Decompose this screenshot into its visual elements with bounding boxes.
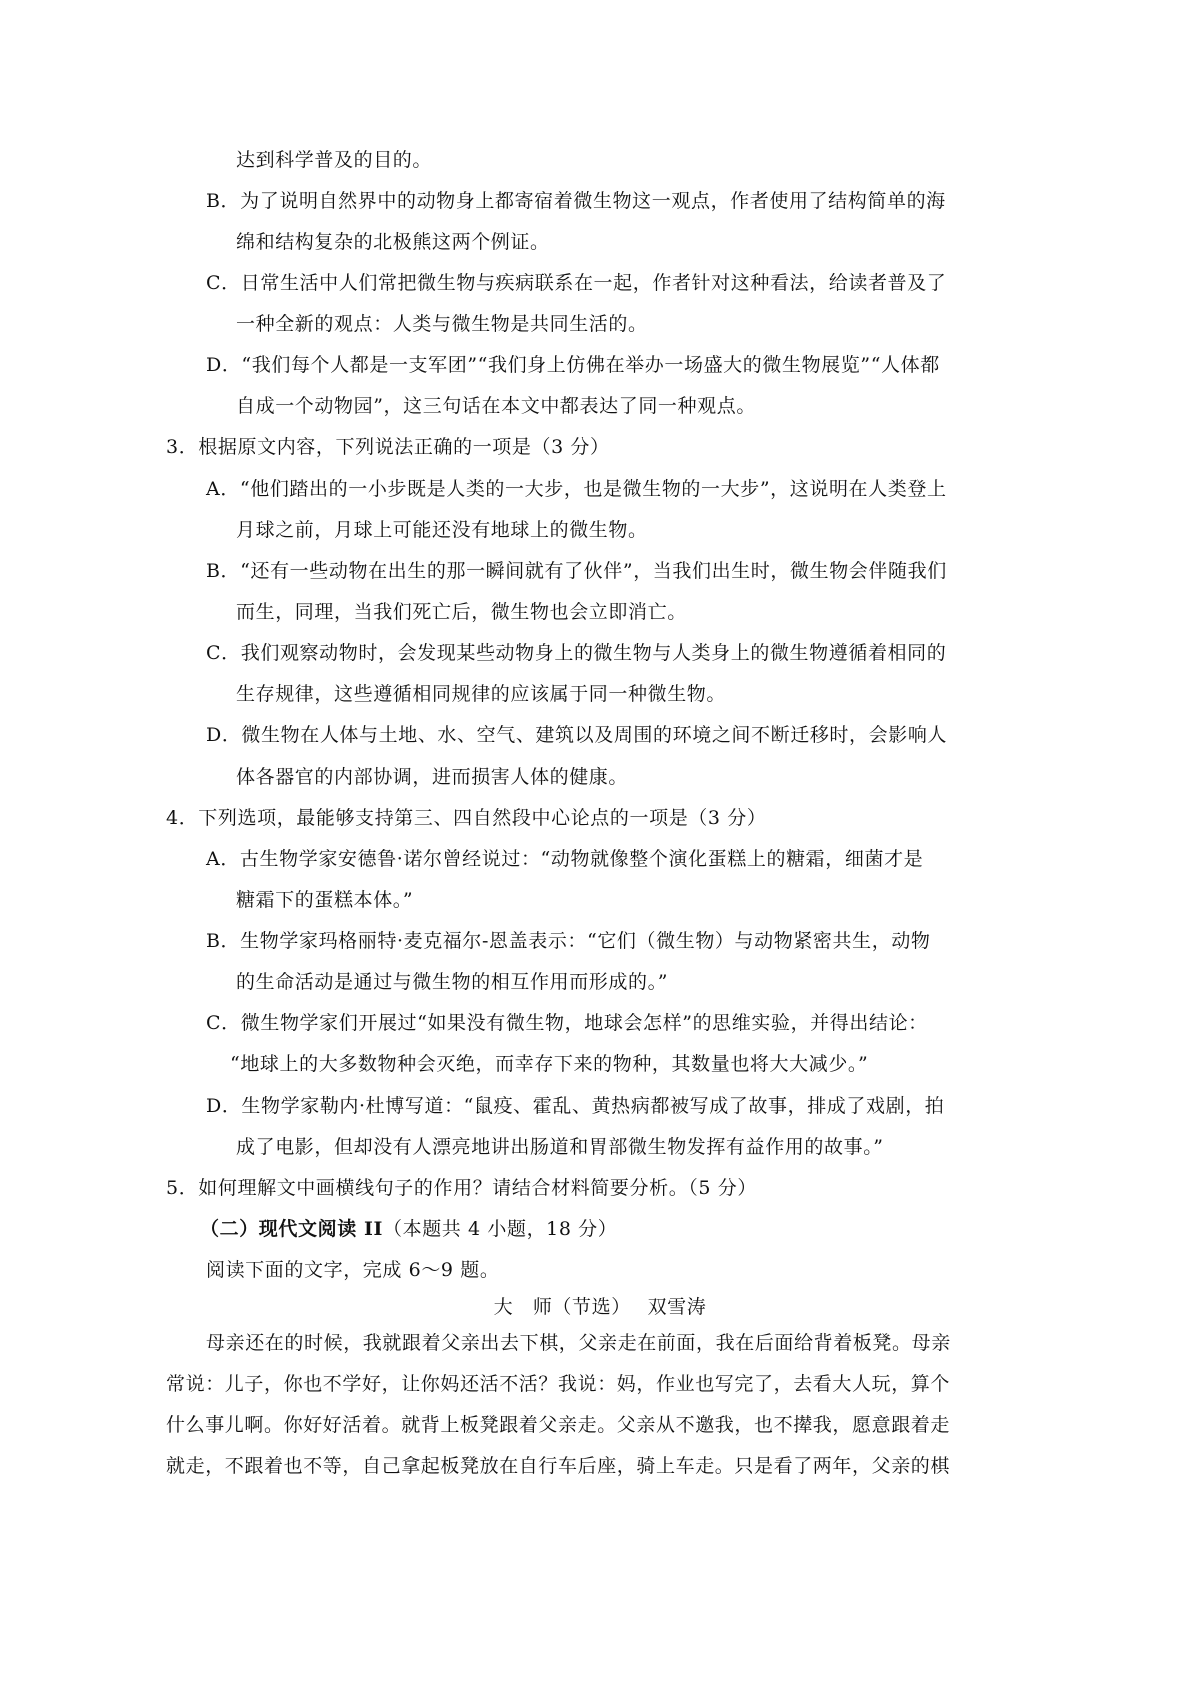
passage-line-1: 母亲还在的时候，我就跟着父亲出去下棋，父亲走在前面，我在后面给背着板凳。母亲 — [206, 1332, 951, 1354]
q2-option-b-line2: 绵和结构复杂的北极熊这两个例证。 — [236, 231, 550, 253]
q5-stem: 5．如何理解文中画横线句子的作用？请结合材料简要分析。（5 分） — [166, 1177, 757, 1199]
section2-heading-line — [200, 1216, 617, 1242]
q2-option-d-line2: 自成一个动物园”，这三句话在本文中都表达了同一种观点。 — [236, 395, 756, 417]
q4-option-a-line1: A．古生物学家安德鲁·诺尔曾经说过：“动物就像整个演化蛋糕上的糖霜，细菌才是 — [206, 848, 924, 870]
q4-option-b-line1: B．生物学家玛格丽特·麦克福尔-恩盖表示：“它们（微生物）与动物紧密共生，动物 — [206, 930, 931, 952]
q3-stem: 3．根据原文内容，下列说法正确的一项是（3 分） — [166, 436, 610, 458]
q4-option-b-line2: 的生命活动是通过与微生物的相互作用而形成的。” — [236, 971, 669, 993]
q2-option-b-line1: B．为了说明自然界中的动物身上都寄宿着微生物这一观点，作者使用了结构简单的海 — [206, 190, 946, 212]
q3-option-d-line1: D．微生物在人体与土地、水、空气、建筑以及周围的环境之间不断迁移时，会影响人 — [206, 724, 948, 746]
q2-option-c-line1: C．日常生活中人们常把微生物与疾病联系在一起，作者针对这种看法，给读者普及了 — [206, 272, 947, 294]
q4-option-a-line2: 糖霜下的蛋糕本体。” — [236, 889, 414, 911]
q2-option-c-line2: 一种全新的观点：人类与微生物是共同生活的。 — [236, 313, 648, 335]
q4-option-d-line1: D．生物学家勒内·杜博写道：“鼠疫、霍乱、黄热病都被写成了故事，排成了戏剧，拍 — [206, 1095, 945, 1117]
passage-line-2: 常说：儿子，你也不学好，让你妈还活不活？我说：妈，作业也写完了，去看大人玩，算个 — [166, 1373, 951, 1395]
reading-instruction: 阅读下面的文字，完成 6～9 题。 — [206, 1259, 500, 1281]
q4-option-c-line2: “地球上的大多数物种会灭绝，而幸存下来的物种，其数量也将大大减少。” — [230, 1053, 869, 1075]
section2-heading-note: （本题共 4 小题，18 分） — [383, 1218, 618, 1240]
q3-option-c-line1: C．我们观察动物时，会发现某些动物身上的微生物与人类身上的微生物遵循着相同的 — [206, 642, 947, 664]
passage-line-3: 什么事儿啊。你好好活着。就背上板凳跟着父亲走。父亲从不邀我，也不撵我，愿意跟着走 — [166, 1414, 951, 1436]
q4-option-d-line2: 成了电影，但却没有人漂亮地讲出肠道和胃部微生物发挥有益作用的故事。” — [236, 1136, 884, 1158]
q3-option-b-line1: B．“还有一些动物在出生的那一瞬间就有了伙伴”，当我们出生时，微生物会伴随我们 — [206, 560, 947, 582]
passage-line-4: 就走，不跟着也不等，自己拿起板凳放在自行车后座，骑上车走。只是看了两年，父亲的棋 — [166, 1455, 951, 1477]
q3-option-a-line1: A．“他们踏出的一小步既是人类的一大步，也是微生物的一大步”，这说明在人类登上 — [206, 478, 947, 500]
q2-option-a-continuation: 达到科学普及的目的。 — [236, 149, 433, 171]
section2-heading: （二）现代文阅读 II — [200, 1218, 383, 1240]
q2-option-d-line1: D．“我们每个人都是一支军团”“我们身上仿佛在举办一场盛大的微生物展览”“人体都 — [206, 354, 940, 376]
passage-title: 大 师（节选） 双雪涛 — [493, 1296, 707, 1318]
q3-option-c-line2: 生存规律，这些遵循相同规律的应该属于同一种微生物。 — [236, 683, 727, 705]
q4-stem: 4．下列选项，最能够支持第三、四自然段中心论点的一项是（3 分） — [166, 807, 767, 829]
q3-option-d-line2: 体各器官的内部协调，进而损害人体的健康。 — [236, 766, 629, 788]
q3-option-b-line2: 而生，同理，当我们死亡后，微生物也会立即消亡。 — [236, 601, 687, 623]
q3-option-a-line2: 月球之前，月球上可能还没有地球上的微生物。 — [236, 519, 648, 541]
q4-option-c-line1: C．微生物学家们开展过“如果没有微生物，地球会怎样”的思维实验，并得出结论： — [206, 1012, 928, 1034]
